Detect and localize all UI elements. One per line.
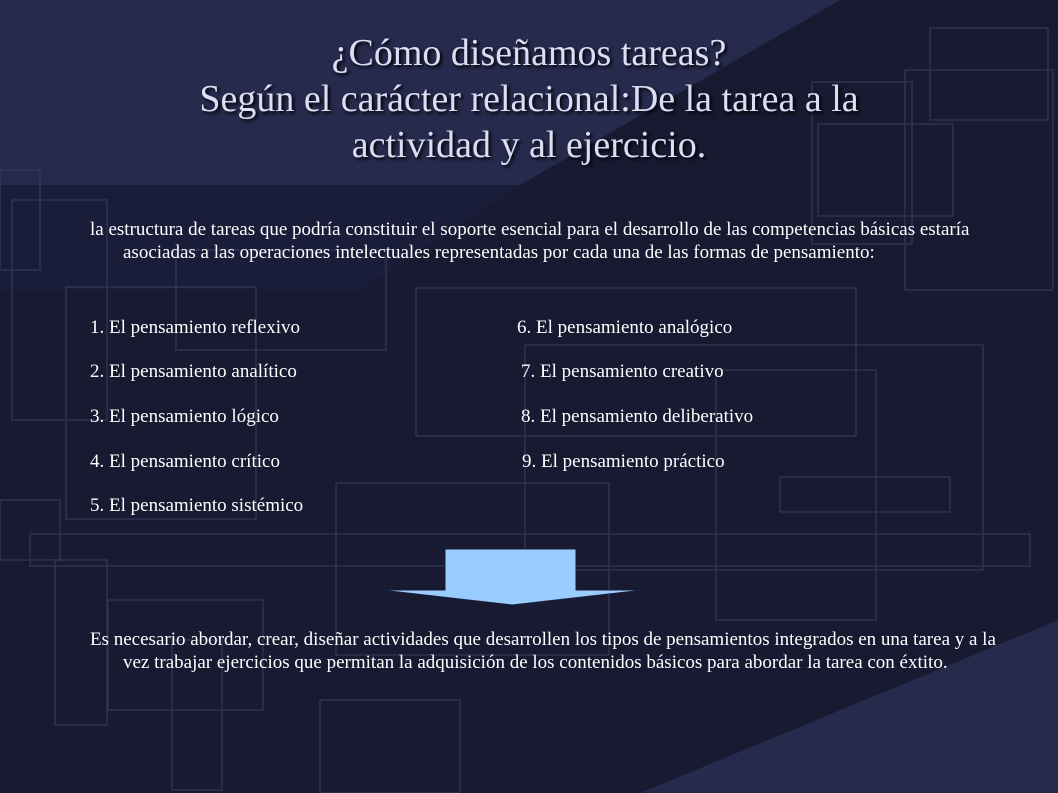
thinking-item-3: 3. El pensamiento lógico [90,406,279,427]
thinking-item-7: 7. El pensamiento creativo [521,361,724,382]
thinking-item-1: 1. El pensamiento reflexivo [90,317,300,338]
title-line-2: Según el carácter relacional:De la tarea a la [199,78,859,120]
thinking-item-6: 6. El pensamiento analógico [517,317,733,338]
thinking-item-4: 4. El pensamiento crítico [90,451,280,472]
down-arrow-icon [380,548,645,606]
title-line-3: actividad y al ejercicio. [351,124,707,166]
title-line-1: ¿Cómo diseñamos tareas? [331,32,727,74]
slide-title [0,30,1058,168]
thinking-item-9: 9. El pensamiento práctico [522,451,725,472]
thinking-item-2: 2. El pensamiento analítico [90,361,297,382]
thinking-item-5: 5. El pensamiento sistémico [90,495,304,516]
intro-paragraph: la estructura de tareas que podría constituir el soporte esencial para el desarrollo de las competencias básicas estaría asociadas a las operaciones intelectuales representadas por cada una de las formas de pensamiento: [90,219,970,263]
thinking-item-8: 8. El pensamiento deliberativo [521,406,754,427]
conclusion-paragraph: Es necesario abordar, crear, diseñar actividades que desarrollen los tipos de pensamientos integrados en una tarea y a la vez trabajar ejercicios que permitan la adquisición de los contenidos básicos para abordar la tarea con éxtito. [90,629,996,673]
